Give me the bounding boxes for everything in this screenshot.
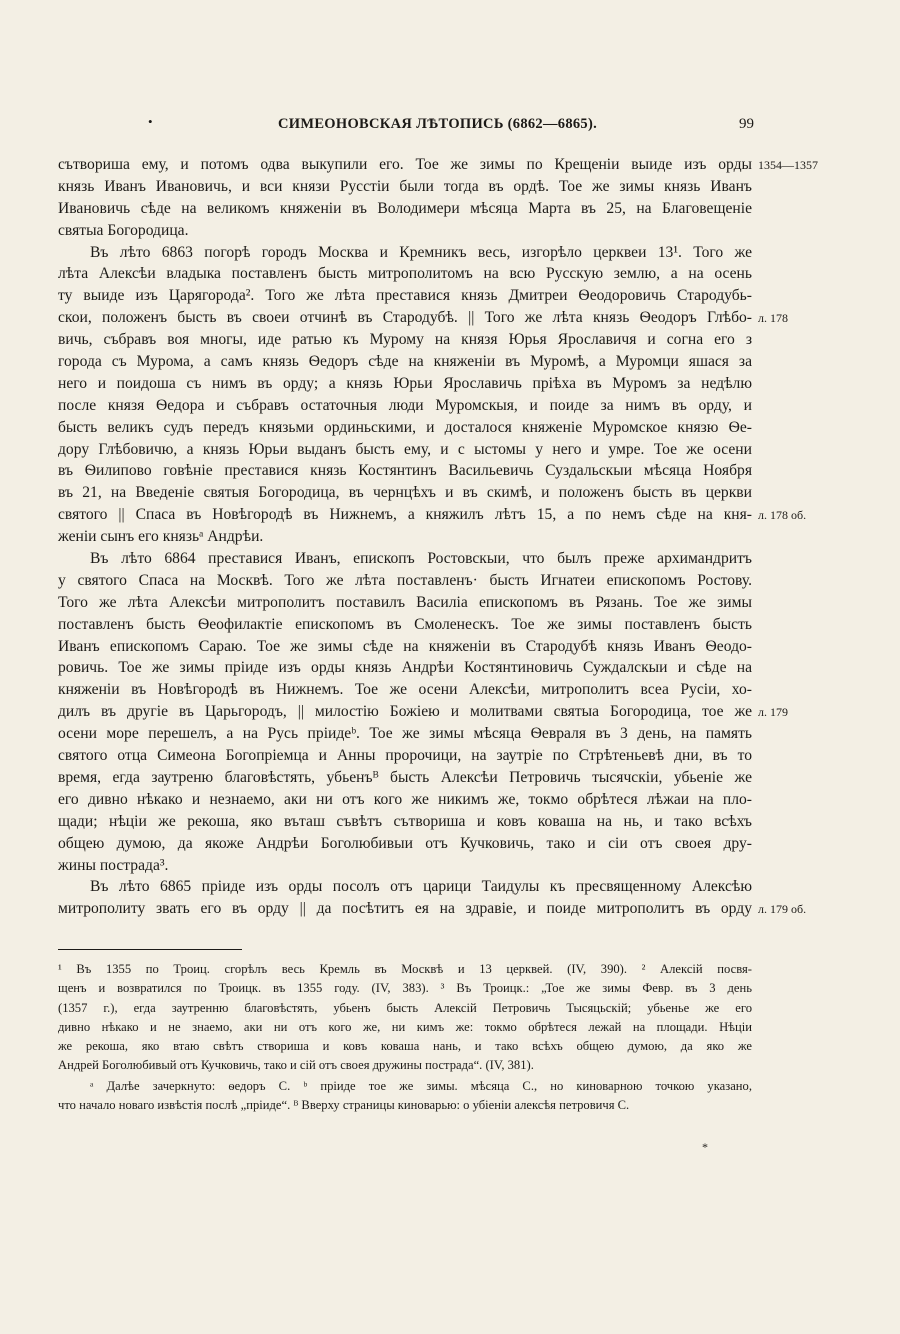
line-text: Въ лѣто 6863 погорѣ городъ Москва и Кремникъ весь, изгорѣло церквеи 13¹. Того же (90, 243, 752, 261)
line-text: бысть великъ судъ передъ князьми ординьскими, и досталося княженіе Муромское князю Ѳе- (58, 418, 752, 436)
line-text: ровичь. Тое же зимы пріиде изъ орды князь Андрѣи Костянтиновичь Суждалскыи и сѣде на (58, 659, 752, 677)
page-number: 99 (739, 116, 754, 132)
line-text: сътвориша ему, и потомъ одва выкупили его. Тое же зимы по Крещеніи выиде изъ орды (58, 156, 752, 173)
text-line (58, 1037, 752, 1056)
text-line (58, 307, 788, 329)
text-line (58, 285, 752, 307)
header-mark: • (148, 114, 153, 129)
text-line (58, 657, 752, 679)
line-text: же рекоша, яко втаю свѣтъ створиша и ковъ коваша нань, и тако всѣхъ общею думою, да яко же (58, 1039, 752, 1054)
line-text: Въ лѣто 6864 преставися Иванъ, епископъ Ростовскыи, что былъ преже архимандритъ (90, 550, 752, 568)
text-line (58, 898, 807, 920)
text-line (58, 960, 752, 979)
line-text: святого || Спаса въ Новѣгородѣ въ Нижнемъ, а княжилъ лѣтъ 15, а по немъ сѣде на кня- (58, 506, 752, 524)
text-line (58, 723, 752, 745)
line-text: въ Ѳилипово говѣніе преставися князь Костянтинъ Васильевичь Суздальскыи мѣсяца Ноября (58, 462, 752, 480)
text-line (58, 833, 752, 855)
text-line (58, 198, 752, 220)
line-text: у святого Спаса на Москвѣ. Того же лѣта поставленъ· бысть Игнатеи епископомъ Ростову. (58, 571, 752, 589)
line-text: святыа Богородица. (58, 221, 189, 239)
line-text: него и поидоша съ нимъ въ орду; а князь Юрьи Ярославичь пріѣха въ Муромъ за недѣлю (58, 374, 752, 392)
line-text: князь Иванъ Ивановичь, и вси князи Руcстіи были тогда въ ордѣ. Тое же зимы князь Иванъ (58, 177, 752, 195)
text-line (58, 701, 788, 723)
text-line (58, 263, 752, 285)
text-line (58, 1056, 752, 1075)
margin-note: л. 178 (758, 311, 788, 326)
margin-note: л. 179 об. (758, 902, 807, 917)
line-text: поставленъ бысть Ѳеофилактіе епископомъ въ Смоленескъ. Тое же зимы поставленъ бысть (58, 615, 752, 633)
text-line (58, 679, 752, 701)
text-line (58, 439, 752, 461)
text-line (58, 855, 752, 877)
line-text: ᵃ Далѣе зачеркнуто: ѳедоръ С. ᵇ пріиде тое же зимы. мѣсяца С., но киноварною точкою указано, (90, 1079, 752, 1093)
line-text: дивно нѣкако и не знаемо, аки ни отъ кого же, ни кимъ же: токмо обрѣтеся лежай на площади. Нѣціи (58, 1019, 752, 1034)
line-text: дилъ въ другіе въ Царьгородъ, || милостію Божіею и молитвами святыа Богородица, тое же (58, 703, 752, 721)
line-text: жины пострада³. (58, 856, 169, 874)
line-text: после князя Ѳедора и събравъ остаточныя люди Муромскыя, и поиде за нимъ въ орду, и (58, 396, 752, 414)
text-line (58, 745, 752, 767)
text-line (58, 220, 752, 242)
line-text: лѣта Алексѣи владыка поставленъ бысть митрополитомъ на всю Русскую землю, а на осень (58, 265, 752, 283)
text-line (58, 482, 752, 504)
text-line (58, 767, 752, 789)
margin-note: л. 179 (758, 705, 788, 720)
text-line (58, 351, 752, 373)
margin-note: 1354—1357 (758, 158, 818, 172)
text-line (58, 460, 752, 482)
text-line (58, 1077, 752, 1096)
line-text: княженіи въ Новѣгородѣ въ Нижнемъ. Тое же осени Алексѣи, митрополитъ всеа Русіи, хо- (58, 681, 752, 699)
line-text: что начало новаго извѣстія послѣ „пріиде“. ᴮ Вверху страницы киноварью: о убіеніи алексѣя петровичя С. (58, 1098, 630, 1113)
line-text: (1357 г.), егда заутренню благовѣстять, убьенъ бысть Алексій Петровичь Тысяцьскій; убьенье же его (58, 1000, 752, 1015)
text-line (58, 373, 752, 395)
text-line (58, 154, 818, 176)
line-text: скои, положенъ бысть въ своеи отчинѣ въ Стародубѣ. || Того же лѣта князь Ѳеодоръ Глѣбо- (58, 309, 752, 327)
textual-notes (58, 1077, 752, 1116)
line-text: женіи сынъ его князьᵃ Андрѣи. (58, 528, 264, 546)
main-text (58, 154, 818, 920)
text-line (58, 526, 752, 548)
line-text: Ивановичь сѣде на великомъ княженіи въ Володимери мѣсяца Марта въ 25, на Благовещеніе (58, 199, 752, 217)
footnote-rule (58, 949, 242, 950)
text-line (58, 570, 752, 592)
line-text: ту выиде изъ Царягорода². Того же лѣта преставися князь Дмитреи Ѳеодоровичь Стародубь- (58, 287, 752, 305)
line-text: митрополиту звать его въ орду || да посѣтитъ ея на здравіе, и поиде митрополитъ въ орду (58, 900, 752, 918)
text-line (58, 329, 752, 351)
text-line (58, 999, 752, 1018)
line-text: святого отца Симеона Богопріемца и Анны пророчици, на заутріе по Стрѣтеньевѣ дни, въ то (58, 747, 752, 765)
text-line (58, 876, 752, 898)
footnotes (58, 960, 752, 1076)
line-text: города съ Мурома, а самъ князь Ѳедоръ сѣде на княженіи въ Муромѣ, а Муромци яшася за (58, 353, 752, 371)
text-line (58, 1018, 752, 1037)
line-text: его дивно нѣкако и незнаемо, аки ни отъ кого же никимъ же, токмо обрѣтеся лѣжаи на пло- (58, 790, 752, 808)
running-title: СИМЕОНОВСКАЯ ЛѢТОПИСЬ (6862—6865). (278, 116, 598, 132)
line-text: щенъ и возвратился по Троицк. въ 1355 году. (IV, 383). ³ Въ Троицк.: „Тое же зимы Февр. въ 3 день (58, 981, 752, 996)
text-line (58, 176, 752, 198)
line-text: общею думою, да якоже Андрѣи Боголюбивыи отъ Кучковичь, тако и сіи отъ своея дру- (58, 834, 752, 852)
text-line (58, 614, 752, 636)
line-text: ¹ Въ 1355 по Троиц. сгорѣлъ весь Кремль въ Москвѣ и 13 церквей. (IV, 390). ² Алексій посвя- (58, 962, 752, 976)
line-text: вичь, събравъ воя многы, иде ратью къ Мурому на князя Юрья Ярославичя и согна его з (58, 331, 752, 349)
line-text: осени море перешелъ, а на Русь пріидеᵇ. Тое же зимы мѣсяца Ѳевраля въ 3 день, на память (58, 725, 752, 743)
text-line (58, 1096, 752, 1115)
line-text: Андрей Боголюбивый отъ Кучковичь, тако и сій отъ своея дружины пострада“. (IV, 381). (58, 1058, 534, 1073)
end-mark: * (702, 1140, 708, 1154)
text-line (58, 242, 752, 264)
line-text: дору Глѣбовичю, а князь Юрьи выданъ бысть ему, и с ыстомы у него и умре. Тое же осени (58, 440, 752, 458)
line-text: Иванъ епископомъ Сараю. Тое же зимы сѣде на княженіи въ Стародубѣ князь Иванъ Ѳеодо- (58, 637, 752, 655)
line-text: Того же лѣта Алексѣи митрополитъ поставилъ Василіа епископомъ въ Рязань. Тое же зимы (58, 593, 752, 611)
text-line (58, 636, 752, 658)
text-line (58, 548, 752, 570)
line-text: время, егда заутреню благовѣстять, убьенъᴮ бысть Алексѣи Петровичь тысячскіи, убьеніе же (58, 768, 752, 786)
running-header (58, 116, 752, 138)
text-line (58, 979, 752, 998)
margin-note: л. 178 об. (758, 508, 807, 523)
line-text: щади; нѣціи же рекоша, яко въташ съвѣтъ сътвориша и ковъ коваша на нь, и тако всѣхъ (58, 812, 752, 830)
text-line (58, 504, 807, 526)
text-line (58, 811, 752, 833)
line-text: Въ лѣто 6865 пріиде изъ орды посолъ отъ царици Таидулы къ пресвященному Алексѣю (90, 878, 752, 896)
text-line (58, 789, 752, 811)
text-line (58, 417, 752, 439)
text-line (58, 395, 752, 417)
text-line (58, 592, 752, 614)
line-text: въ 21, на Введеніе святыя Богородица, въ чернцѣхъ и въ скимѣ, и положенъ бысть въ церкви (58, 484, 752, 502)
